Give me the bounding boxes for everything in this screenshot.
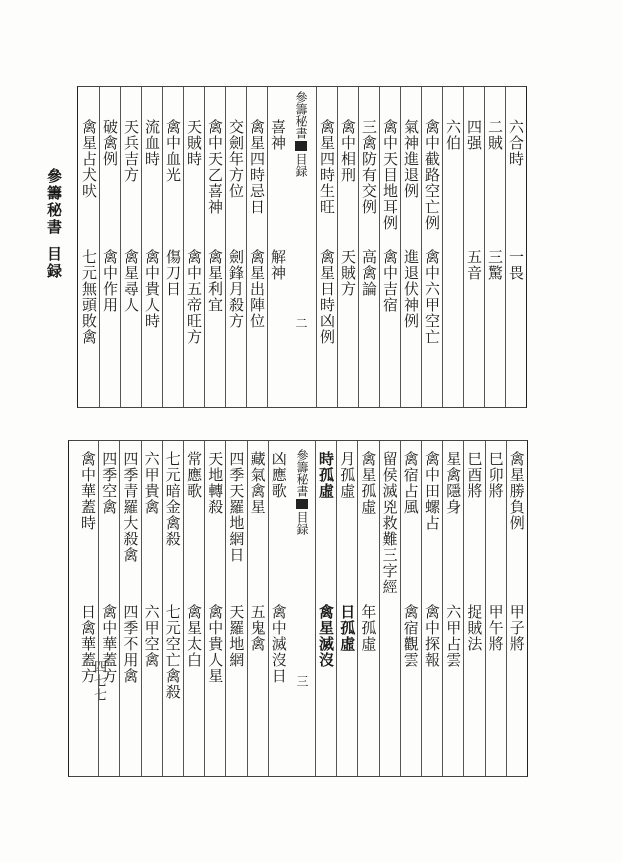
toc-entry: 高禽論 — [360, 249, 378, 297]
center-column — [295, 87, 307, 407]
toc-entry: 劍鋒月殺方 — [227, 249, 245, 329]
toc-entry: 三禽防有交例 — [360, 119, 378, 215]
book-title: 參籌秘書 — [45, 168, 63, 236]
toc-entry: 禽中作用 — [101, 249, 119, 313]
toc-entry: 禽星利宜 — [206, 249, 224, 313]
toc-entry: 禽星孤虛 — [359, 451, 378, 515]
toc-entry: 捉賊法 — [465, 604, 484, 652]
toc-entry: 禽中血光 — [164, 119, 182, 183]
toc-entry: 禽中截路空亡例 — [423, 119, 441, 231]
toc-entry: 三驚 — [486, 249, 504, 281]
column-rule — [485, 441, 486, 776]
toc-entry: 禽中五帝旺方 — [185, 249, 203, 345]
toc-entry: 五音 — [465, 249, 483, 281]
toc-entry: 四季天羅地網日 — [227, 451, 246, 563]
column-rule — [247, 441, 248, 776]
toc-entry: 禽中探報 — [423, 604, 441, 668]
center-column — [296, 441, 308, 776]
column-rule — [204, 441, 205, 776]
toc-entry: 交劍年方位 — [227, 119, 245, 199]
column-rule — [315, 441, 316, 776]
center-title: 參籌秘書 — [294, 91, 308, 139]
toc-entry: 藏氣禽星 — [248, 451, 267, 515]
toc-entry: 禽中田螺占 — [423, 451, 441, 531]
column-rule — [225, 441, 226, 776]
toc-entry: 四季青羅大殺禽 — [121, 451, 140, 563]
toc-entry: 巳卯將 — [486, 451, 505, 499]
toc-entry: 禽星尋人 — [122, 249, 140, 313]
column-rule — [463, 87, 464, 407]
column-rule — [98, 441, 99, 776]
center-title: 參籌秘書 — [295, 449, 309, 497]
column-rule — [204, 87, 205, 407]
column-rule — [421, 87, 422, 407]
toc-entry: 留侯滅兇救難三字經 — [380, 451, 399, 595]
column-rule — [267, 87, 268, 407]
toc-entry: 禽星占犬吠 — [80, 119, 98, 199]
toc-entry: 禽中相刑 — [339, 119, 357, 183]
toc-entry: 禽星出陣位 — [248, 249, 266, 329]
column-rule — [162, 441, 163, 776]
column-rule — [141, 441, 142, 776]
column-rule — [268, 441, 269, 776]
toc-entry: 天地轉殺 — [206, 451, 225, 515]
toc-entry: 二賊 — [486, 119, 504, 151]
toc-entry: 禽中吉宿 — [381, 249, 399, 313]
fishtail-mark — [295, 141, 307, 151]
toc-entry: 傷刀日 — [164, 249, 182, 297]
top-page-frame — [77, 86, 527, 408]
section-label: 目録 — [45, 246, 63, 280]
toc-entry: 禽中貴人時 — [143, 249, 161, 329]
toc-entry: 禽中天目地耳例 — [381, 119, 399, 231]
toc-entry: 甲子將 — [507, 604, 526, 652]
toc-entry: 七元無頭敗禽 — [80, 249, 98, 345]
toc-entry: 六甲貴禽 — [142, 451, 161, 515]
fishtail-mark — [296, 499, 308, 509]
column-rule — [358, 87, 359, 407]
column-rule — [505, 87, 506, 407]
toc-entry: 禽中貴人星 — [206, 604, 225, 684]
column-rule — [225, 87, 226, 407]
column-rule — [246, 87, 247, 407]
toc-entry: 禽星勝負例 — [507, 451, 526, 531]
column-rule — [442, 87, 443, 407]
toc-entry: 六甲占雲 — [444, 604, 463, 668]
column-rule — [379, 87, 380, 407]
toc-entry: 凶應歌 — [269, 451, 288, 499]
toc-entry: 進退伏神例 — [402, 249, 420, 329]
toc-entry: 六合時 — [507, 119, 525, 167]
toc-entry: 年孤虛 — [359, 604, 378, 652]
toc-entry: 巳酉將 — [465, 451, 484, 499]
toc-entry: 解神 — [269, 249, 287, 281]
toc-entry: 天羅地網 — [227, 604, 246, 668]
toc-entry: 七元暗金禽殺 — [163, 451, 182, 547]
column-rule — [183, 87, 184, 407]
column-rule — [337, 87, 338, 407]
toc-entry: 禽星四時忌日 — [248, 119, 266, 215]
toc-entry: 禽宿占風 — [401, 451, 420, 515]
toc-entry: 六伯 — [444, 119, 462, 151]
toc-entry: 禽中華蓋時 — [79, 451, 97, 531]
toc-entry: 天賊方 — [339, 249, 357, 297]
toc-entry: 時孤虛 — [317, 451, 335, 499]
toc-entry: 禽中天乙喜神 — [206, 119, 224, 215]
toc-entry: 禽星四時生旺 — [318, 119, 336, 215]
toc-entry: 禽中華蓋方 — [100, 604, 119, 684]
toc-entry: 喜神 — [269, 119, 287, 151]
toc-entry: 星禽隱身 — [444, 451, 463, 515]
column-rule — [463, 441, 464, 776]
center-section: 目録 — [294, 153, 308, 177]
column-rule — [379, 441, 380, 776]
column-rule — [183, 441, 184, 776]
column-rule — [357, 441, 358, 776]
toc-entry: 日孤虛 — [338, 604, 357, 652]
toc-entry: 七元空亡禽殺 — [163, 604, 182, 700]
bottom-page-frame — [68, 440, 528, 777]
toc-entry: 四季不用禽 — [121, 604, 140, 684]
column-rule — [442, 441, 443, 776]
column-rule — [120, 87, 121, 407]
column-rule — [99, 87, 100, 407]
toc-entry: 常應歌 — [185, 451, 203, 499]
column-rule — [421, 441, 422, 776]
toc-entry: 甲午將 — [486, 604, 505, 652]
toc-entry: 流血時 — [143, 119, 161, 167]
column-rule — [162, 87, 163, 407]
toc-entry: 四强 — [465, 119, 483, 151]
column-rule — [119, 441, 120, 776]
toc-entry: 禽中六甲空亡 — [423, 249, 441, 345]
toc-entry: 破禽例 — [101, 119, 119, 167]
toc-entry: 天賊時 — [185, 119, 203, 167]
column-rule — [316, 87, 317, 407]
toc-entry: 天兵吉方 — [122, 119, 140, 183]
page-number: 四七七 — [91, 660, 106, 702]
toc-entry: 氣神進退例 — [402, 119, 420, 199]
toc-entry: 禽星日時凶例 — [318, 249, 336, 345]
toc-entry: 四季空禽 — [100, 451, 119, 515]
center-section: 目録 — [295, 511, 309, 535]
toc-entry: 禽宿觀雲 — [401, 604, 420, 668]
toc-entry: 日禽華蓋方 — [79, 604, 97, 684]
column-rule — [141, 87, 142, 407]
center-page-number: 二 — [294, 317, 308, 329]
column-rule — [506, 441, 507, 776]
toc-entry: 五鬼禽 — [248, 604, 267, 652]
toc-entry: 六甲空禽 — [142, 604, 161, 668]
toc-entry: 禽星太白 — [185, 604, 203, 668]
toc-entry: 禽星滅沒 — [317, 604, 335, 668]
toc-entry: 禽中滅沒日 — [269, 604, 288, 684]
column-rule — [400, 87, 401, 407]
toc-entry: 月孤虛 — [338, 451, 357, 499]
column-rule — [400, 441, 401, 776]
center-page-number: 三 — [295, 675, 309, 687]
toc-entry: 一畏 — [507, 249, 525, 281]
column-rule — [484, 87, 485, 407]
column-rule — [336, 441, 337, 776]
